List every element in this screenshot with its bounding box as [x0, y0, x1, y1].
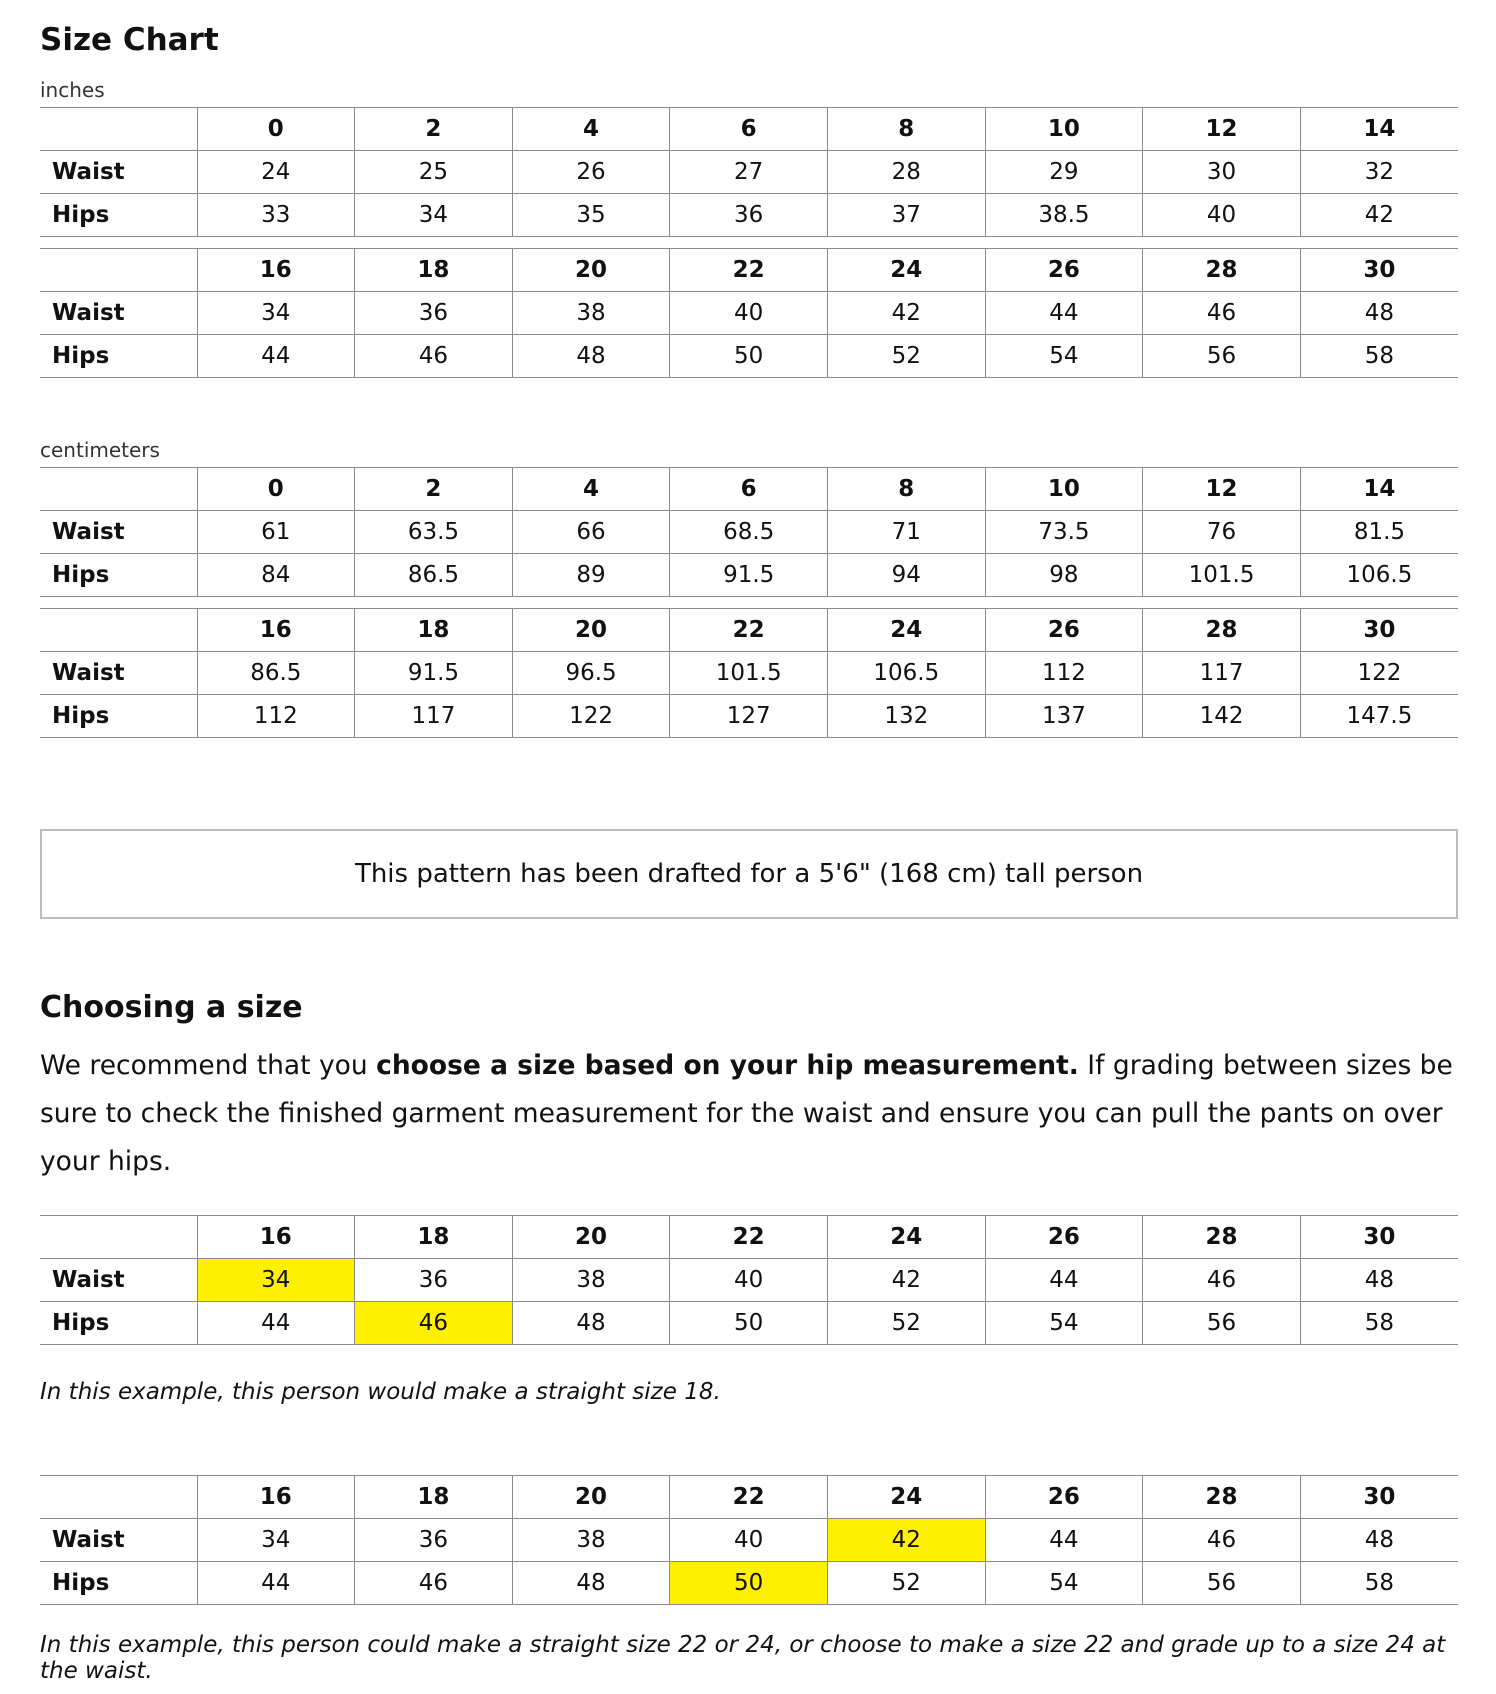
size-header-cell: 26 [985, 609, 1143, 652]
measurement-cell: 112 [197, 695, 355, 738]
measurement-cell: 34 [197, 1519, 355, 1562]
measurement-cell: 46 [355, 1302, 513, 1345]
table-row [40, 652, 1458, 695]
size-header-cell: 16 [197, 249, 355, 292]
measurement-cell: 56 [1143, 1302, 1301, 1345]
measurement-cell: 34 [197, 292, 355, 335]
table-row [40, 511, 1458, 554]
size-header-cell: 28 [1143, 1476, 1301, 1519]
corner-cell [40, 609, 197, 652]
height-note [40, 829, 1458, 919]
measurement-cell: 112 [985, 652, 1143, 695]
measurement-cell: 81.5 [1300, 511, 1458, 554]
measurement-cell: 42 [828, 292, 986, 335]
measurement-cell: 40 [1143, 194, 1301, 237]
measurement-cell: 66 [512, 511, 670, 554]
row-label: Hips [40, 1562, 197, 1605]
measurement-cell: 26 [512, 151, 670, 194]
para-text: We recommend that you [40, 1050, 377, 1081]
measurement-cell: 36 [355, 1519, 513, 1562]
measurement-cell: 27 [670, 151, 828, 194]
measurement-cell: 106.5 [828, 652, 986, 695]
size-header-cell: 22 [670, 1216, 828, 1259]
size-header-cell: 14 [1300, 108, 1458, 151]
choosing-heading: Choosing a size [40, 990, 303, 1025]
table-row [40, 151, 1458, 194]
size-header-cell: 30 [1300, 1216, 1458, 1259]
size-header-cell: 16 [197, 609, 355, 652]
measurement-cell: 25 [355, 151, 513, 194]
page-title: Size Chart [40, 22, 219, 58]
measurement-cell: 46 [355, 1562, 513, 1605]
measurement-cell: 46 [355, 335, 513, 378]
measurement-cell: 58 [1300, 335, 1458, 378]
measurement-cell: 52 [828, 1562, 986, 1605]
measurement-cell: 36 [355, 292, 513, 335]
measurement-cell: 36 [355, 1259, 513, 1302]
size-header-cell: 28 [1143, 1216, 1301, 1259]
size-header-cell: 28 [1143, 609, 1301, 652]
choosing-paragraph [40, 1042, 1458, 1186]
measurement-cell: 86.5 [355, 554, 513, 597]
measurement-cell: 137 [985, 695, 1143, 738]
row-label: Hips [40, 335, 197, 378]
measurement-cell: 117 [355, 695, 513, 738]
row-label: Waist [40, 292, 197, 335]
size-header-cell: 20 [512, 249, 670, 292]
size-header-cell: 12 [1143, 468, 1301, 511]
size-header-row [40, 249, 1458, 292]
measurement-cell: 46 [1143, 1259, 1301, 1302]
size-header-cell: 24 [828, 249, 986, 292]
size-header-cell: 6 [670, 108, 828, 151]
measurement-cell: 28 [828, 151, 986, 194]
row-label: Hips [40, 1302, 197, 1345]
corner-cell [40, 1476, 197, 1519]
row-label: Hips [40, 695, 197, 738]
measurement-cell: 40 [670, 1259, 828, 1302]
measurement-cell: 142 [1143, 695, 1301, 738]
size-header-cell: 28 [1143, 249, 1301, 292]
measurement-cell: 48 [512, 1562, 670, 1605]
measurement-cell: 98 [985, 554, 1143, 597]
measurement-cell: 54 [985, 335, 1143, 378]
measurement-cell: 71 [828, 511, 986, 554]
measurement-cell: 34 [197, 1259, 355, 1302]
size-header-cell: 6 [670, 468, 828, 511]
size-header-row [40, 468, 1458, 511]
size-header-cell: 10 [985, 468, 1143, 511]
size-table [40, 248, 1458, 378]
size-header-cell: 26 [985, 249, 1143, 292]
measurement-cell: 48 [512, 335, 670, 378]
size-header-cell: 30 [1300, 1476, 1458, 1519]
row-label: Waist [40, 652, 197, 695]
size-header-cell: 0 [197, 108, 355, 151]
measurement-cell: 76 [1143, 511, 1301, 554]
measurement-cell: 122 [1300, 652, 1458, 695]
measurement-cell: 24 [197, 151, 355, 194]
measurement-cell: 96.5 [512, 652, 670, 695]
measurement-cell: 46 [1143, 292, 1301, 335]
measurement-cell: 42 [828, 1259, 986, 1302]
measurement-cell: 86.5 [197, 652, 355, 695]
example-table [40, 1475, 1458, 1605]
size-header-cell: 24 [828, 609, 986, 652]
measurement-cell: 48 [1300, 292, 1458, 335]
row-label: Hips [40, 554, 197, 597]
row-label: Waist [40, 151, 197, 194]
measurement-cell: 38 [512, 292, 670, 335]
table-row [40, 1562, 1458, 1605]
measurement-cell: 36 [670, 194, 828, 237]
size-header-cell: 8 [828, 468, 986, 511]
measurement-cell: 34 [355, 194, 513, 237]
size-header-cell: 20 [512, 609, 670, 652]
row-label: Hips [40, 194, 197, 237]
measurement-cell: 44 [985, 1259, 1143, 1302]
size-header-cell: 16 [197, 1216, 355, 1259]
measurement-cell: 58 [1300, 1302, 1458, 1345]
corner-cell [40, 468, 197, 511]
size-header-cell: 26 [985, 1476, 1143, 1519]
height-note-text: This pattern has been drafted for a 5'6" (168 cm) tall person [354, 859, 1144, 889]
table-row [40, 695, 1458, 738]
size-header-cell: 26 [985, 1216, 1143, 1259]
measurement-cell: 147.5 [1300, 695, 1458, 738]
measurement-cell: 73.5 [985, 511, 1143, 554]
measurement-cell: 91.5 [670, 554, 828, 597]
measurement-cell: 48 [512, 1302, 670, 1345]
measurement-cell: 127 [670, 695, 828, 738]
measurement-cell: 122 [512, 695, 670, 738]
size-header-row [40, 1216, 1458, 1259]
measurement-cell: 50 [670, 1562, 828, 1605]
size-header-cell: 30 [1300, 609, 1458, 652]
size-header-cell: 10 [985, 108, 1143, 151]
size-header-cell: 4 [512, 468, 670, 511]
size-header-cell: 2 [355, 108, 513, 151]
measurement-cell: 50 [670, 335, 828, 378]
size-header-cell: 18 [355, 609, 513, 652]
measurement-cell: 38.5 [985, 194, 1143, 237]
measurement-cell: 37 [828, 194, 986, 237]
table-row [40, 335, 1458, 378]
size-header-cell: 22 [670, 609, 828, 652]
size-header-cell: 18 [355, 1476, 513, 1519]
table-row [40, 1519, 1458, 1562]
measurement-cell: 35 [512, 194, 670, 237]
measurement-cell: 48 [1300, 1519, 1458, 1562]
table-row [40, 194, 1458, 237]
measurement-cell: 38 [512, 1259, 670, 1302]
row-label: Waist [40, 511, 197, 554]
measurement-cell: 68.5 [670, 511, 828, 554]
measurement-cell: 132 [828, 695, 986, 738]
size-header-row [40, 1476, 1458, 1519]
measurement-cell: 40 [670, 292, 828, 335]
measurement-cell: 63.5 [355, 511, 513, 554]
measurement-cell: 54 [985, 1562, 1143, 1605]
size-header-cell: 30 [1300, 249, 1458, 292]
measurement-cell: 94 [828, 554, 986, 597]
measurement-cell: 38 [512, 1519, 670, 1562]
size-header-cell: 8 [828, 108, 986, 151]
measurement-cell: 58 [1300, 1562, 1458, 1605]
measurement-cell: 61 [197, 511, 355, 554]
measurement-cell: 89 [512, 554, 670, 597]
measurement-cell: 56 [1143, 1562, 1301, 1605]
measurement-cell: 46 [1143, 1519, 1301, 1562]
para-emphasis: choose a size based on your hip measurement. [376, 1050, 1079, 1081]
size-header-row [40, 609, 1458, 652]
measurement-cell: 101.5 [1143, 554, 1301, 597]
measurement-cell: 54 [985, 1302, 1143, 1345]
corner-cell [40, 249, 197, 292]
measurement-cell: 44 [197, 1562, 355, 1605]
measurement-cell: 117 [1143, 652, 1301, 695]
measurement-cell: 40 [670, 1519, 828, 1562]
size-header-cell: 16 [197, 1476, 355, 1519]
measurement-cell: 52 [828, 1302, 986, 1345]
example-table [40, 1215, 1458, 1345]
table-row [40, 1302, 1458, 1345]
size-table [40, 608, 1458, 738]
table-row [40, 292, 1458, 335]
size-header-cell: 24 [828, 1216, 986, 1259]
row-label: Waist [40, 1519, 197, 1562]
measurement-cell: 84 [197, 554, 355, 597]
size-header-cell: 20 [512, 1216, 670, 1259]
measurement-cell: 44 [985, 1519, 1143, 1562]
measurement-cell: 48 [1300, 1259, 1458, 1302]
corner-cell [40, 1216, 197, 1259]
size-header-cell: 4 [512, 108, 670, 151]
para-text: If grading between sizes be sure to check the finished garment measurement for the waist and ensure you can pull the pants on over your hips. [40, 1050, 1453, 1177]
measurement-cell: 30 [1143, 151, 1301, 194]
size-header-cell: 22 [670, 1476, 828, 1519]
size-table [40, 467, 1458, 597]
measurement-cell: 106.5 [1300, 554, 1458, 597]
size-header-cell: 12 [1143, 108, 1301, 151]
measurement-cell: 33 [197, 194, 355, 237]
size-header-cell: 14 [1300, 468, 1458, 511]
measurement-cell: 42 [828, 1519, 986, 1562]
size-header-cell: 24 [828, 1476, 986, 1519]
measurement-cell: 44 [197, 335, 355, 378]
corner-cell [40, 108, 197, 151]
measurement-cell: 91.5 [355, 652, 513, 695]
measurement-cell: 56 [1143, 335, 1301, 378]
measurement-cell: 29 [985, 151, 1143, 194]
table-row [40, 1259, 1458, 1302]
measurement-cell: 44 [985, 292, 1143, 335]
inches-label: inches [40, 78, 105, 102]
measurement-cell: 32 [1300, 151, 1458, 194]
measurement-cell: 42 [1300, 194, 1458, 237]
size-header-cell: 2 [355, 468, 513, 511]
row-label: Waist [40, 1259, 197, 1302]
size-header-cell: 18 [355, 249, 513, 292]
example-caption: In this example, this person would make a straight size 18. [40, 1379, 721, 1405]
example-caption: In this example, this person could make a straight size 22 or 24, or choose to make a size 22 and grade up to a size 24 at the waist. [40, 1632, 1446, 1684]
measurement-cell: 101.5 [670, 652, 828, 695]
table-row [40, 554, 1458, 597]
measurement-cell: 52 [828, 335, 986, 378]
measurement-cell: 50 [670, 1302, 828, 1345]
measurement-cell: 44 [197, 1302, 355, 1345]
size-header-cell: 0 [197, 468, 355, 511]
size-table [40, 107, 1458, 237]
size-header-cell: 18 [355, 1216, 513, 1259]
size-header-cell: 22 [670, 249, 828, 292]
centimeters-label: centimeters [40, 438, 160, 462]
size-header-row [40, 108, 1458, 151]
size-header-cell: 20 [512, 1476, 670, 1519]
